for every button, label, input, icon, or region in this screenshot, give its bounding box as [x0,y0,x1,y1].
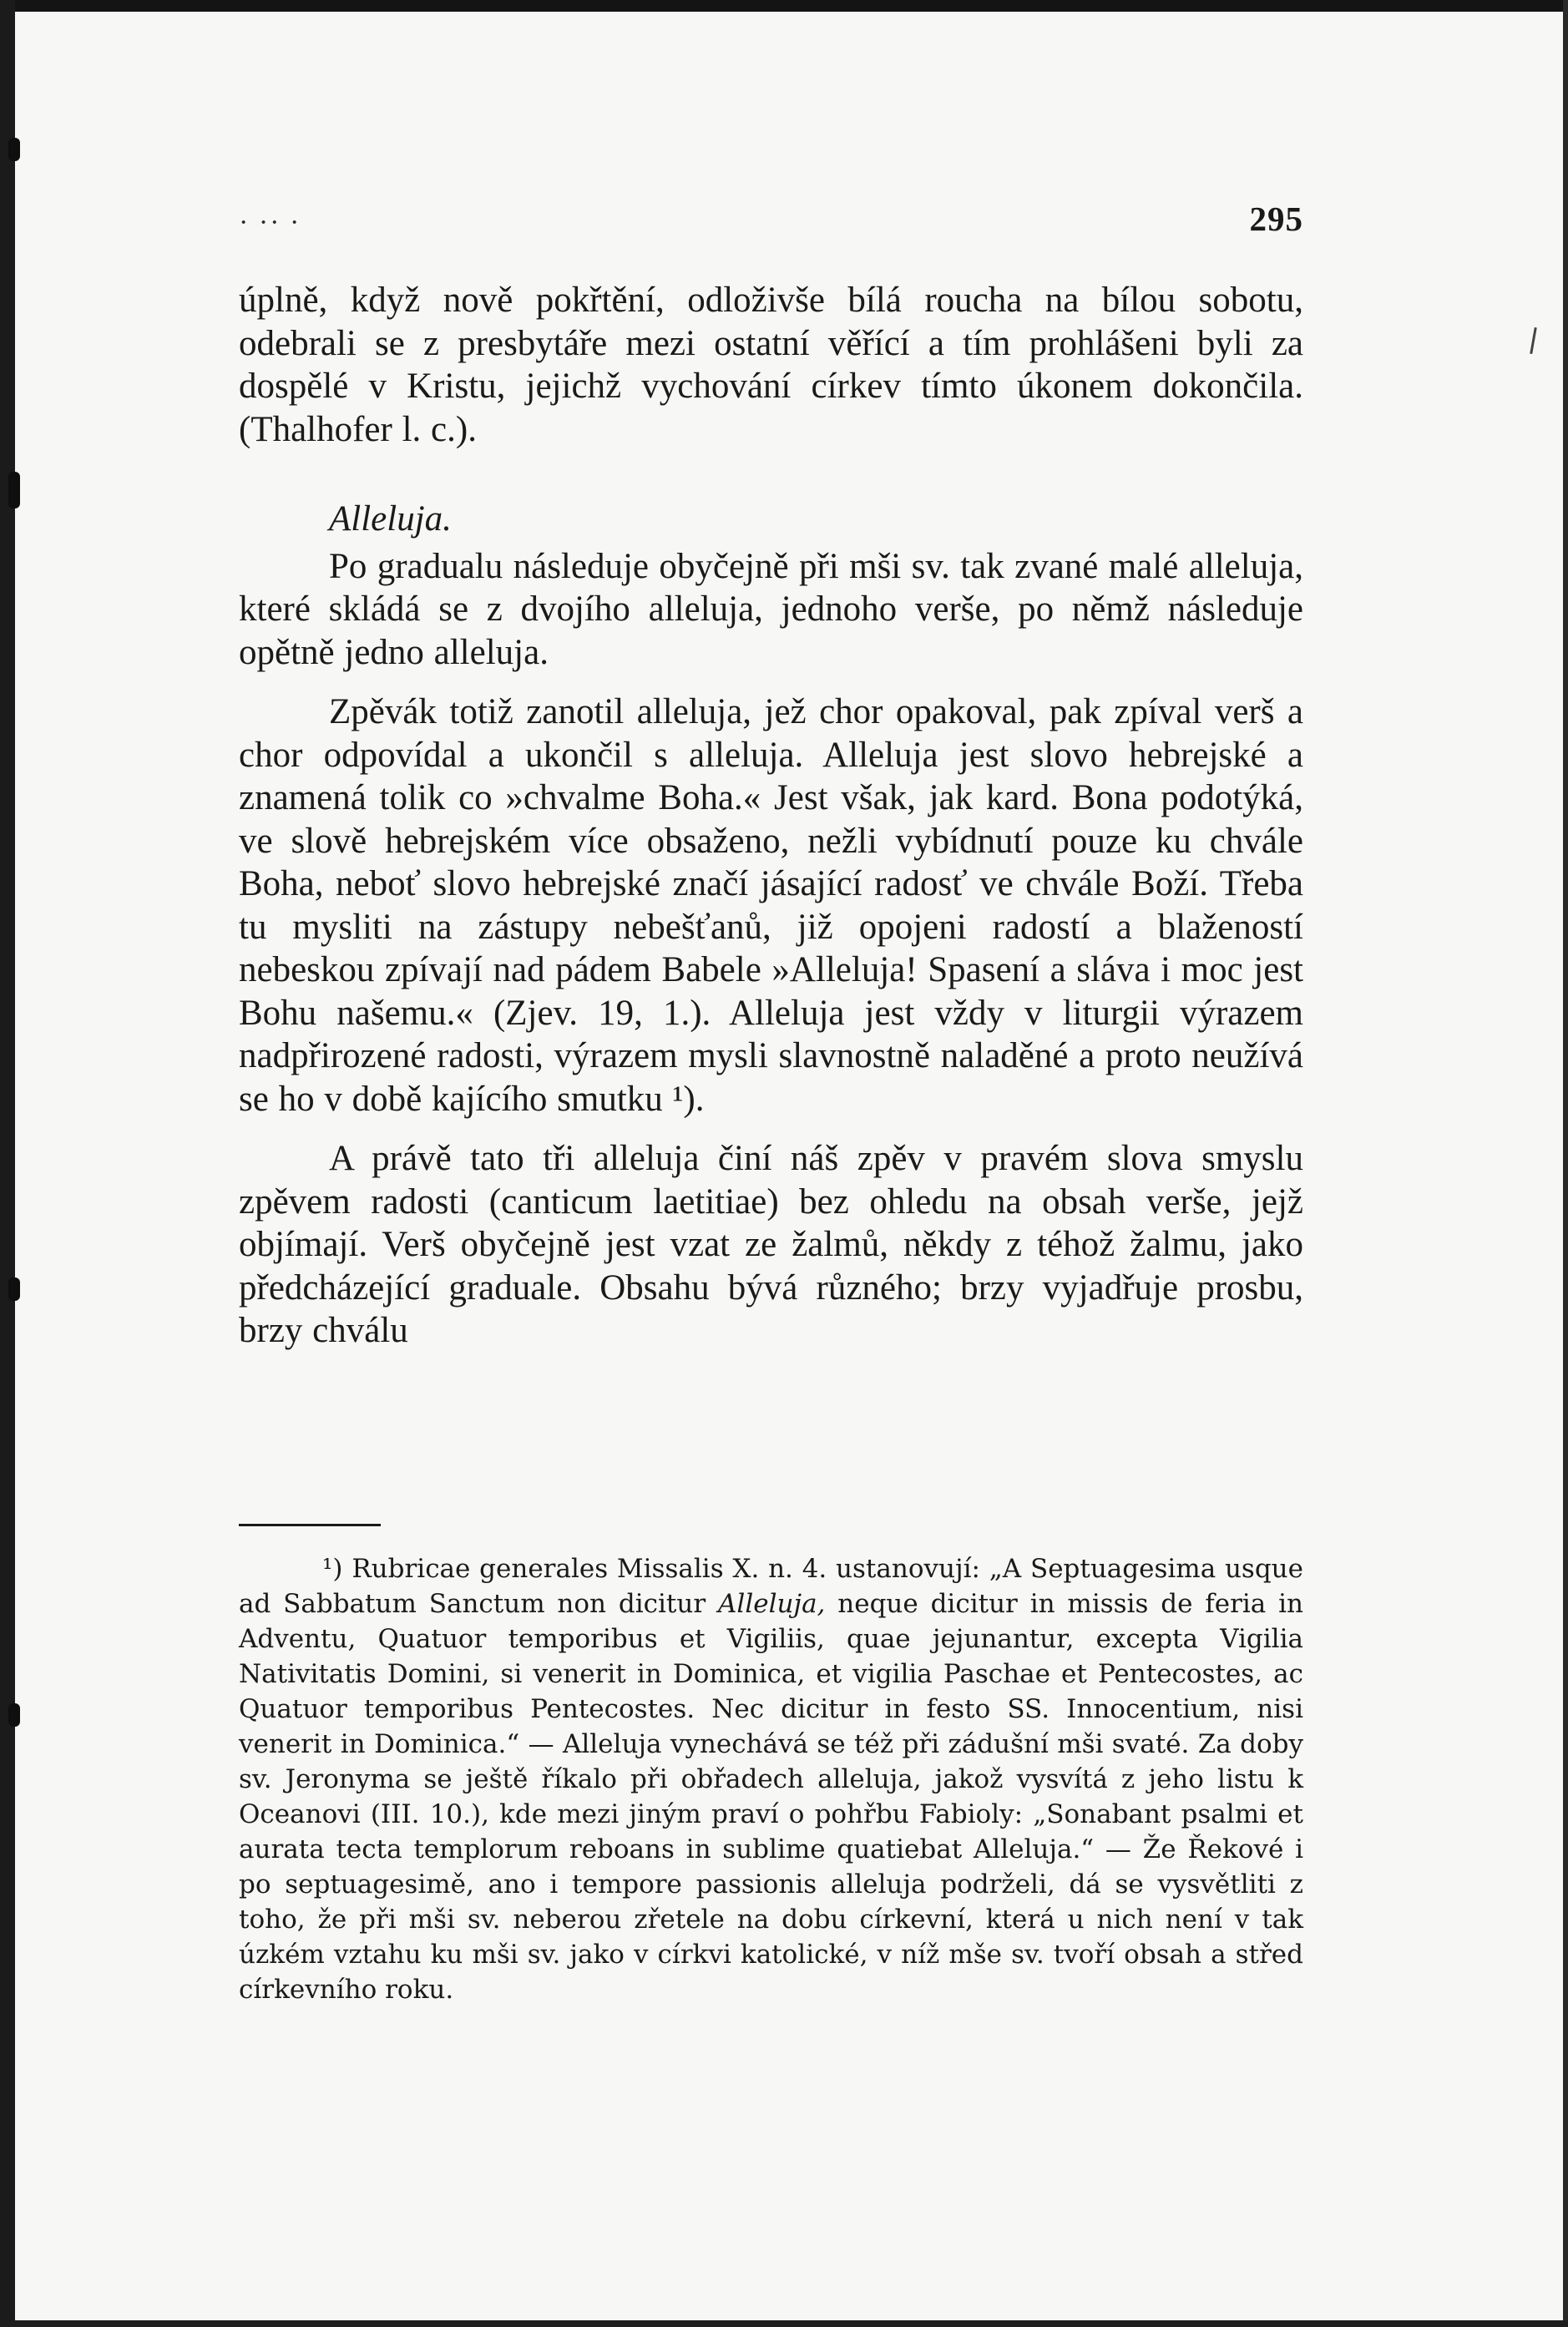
footnote-marker: ¹) [322,1554,343,1584]
scan-edge-right [1563,0,1568,2327]
binding-mark [8,138,20,161]
footnote [239,1551,1303,2007]
scan-edge-left [0,0,15,2327]
section-title: Alleluja. [329,499,452,539]
scan-edge-top [0,0,1568,12]
footnote-text: Rubricae generales Missalis X. n. 4. ustanovují: „A Septuagesima usque ad Sabbatum Sanctum non dicitur [239,1554,1303,1619]
scan-edge-bottom [0,2320,1568,2327]
book-page [239,192,1303,2246]
paragraph: úplně, když nově pokřtění, odloživše bílá roucha na bílou sobotu, odebrali se z presbytáře mezi ostatní věřící a tím prohlášeni byli za dospělé v Kristu, jejichž vychování církev tímto úkonem dokončila. (Thalhofer l. c.). [239,281,1303,449]
binding-mark [8,1277,20,1301]
paragraph: A právě tato tři alleluja činí náš zpěv v pravém slova smyslu zpěvem radosti (canticum laetitiae) bez ohledu na obsah verše, jejž objímají. Verš obyčejně jest vzat ze žalmů, někdy z téhož žalmu, jako předcházející graduale. Obsahu bývá různého; brzy vyjadřuje prosbu, brzy chválu [239,1139,1303,1350]
binding-mark [8,1703,20,1727]
footnote-separator [239,1524,381,1526]
paragraph: Zpěvák totiž zanotil alleluja, jež chor opakoval, pak zpíval verš a chor odpovídal a ukončil s alleluja. Alleluja jest slovo hebrejské a znamená tolik co »chvalme Boha.« Jest však, jak kard. Bona podotýká, ve slově hebrejském více obsaženo, nežli vybídnutí pouze ku chvále Boha, neboť slovo hebrejské značí jásající radosť ve chvále Boží. Třeba tu mysliti na zástupy nebešťanů, již opojeni radostí a blažeností nebeskou zpívají nad pádem Babele »Alleluja! Spasení a sláva i moc jest Bohu našemu.« (Zjev. 19, 1.). Alleluja jest vždy v liturgii výrazem nadpřirozené radosti, výrazem mysli slavnostně naladěné a proto neužívá se ho v době kajícího smutku ¹). [239,692,1303,1119]
footnote-text: neque dicitur in missis de feria in Adventu, Quatuor temporibus et Vigiliis, quae jejunantur, excepta Vigilia Nativitatis Domini, si venerit in Dominica, et vigilia Paschae et Pentecostes, ac Quatuor temporibus Pentecostes. Nec dicitur in festo SS. Innocentium, nisi venerit in Dominica.“ — Alleluja vynechává se též při zádušní mši svaté. Za doby sv. Jeronyma se ještě říkalo při obřadech alleluja, jakož vysvítá z jeho listu k Oceanovi (III. 10.), kde mezi jiným praví o pohřbu Fabioly: „Sonabant psalmi et aurata tecta templorum reboans in sublime quatiebat Alleluja.“ — Že Řekové i po septuagesimě, ano i tempore passionis alleluja podrželi, dá se vysvětliti z toho, že při mši sv. neberou zřetele na dobu církevní, která u nich není v tak úzkém vztahu ku mši sv. jako v církvi katolické, v níž mše sv. tvoří obsah a střed církevního roku. [239,1589,1304,2005]
main-text [239,279,1303,1353]
footnote-italic-word: Alleluja, [718,1589,826,1619]
paragraph: Po gradualu následuje obyčejně při mši sv. tak zvané malé alleluja, které skládá se z dvojího alleluja, jednoho verše, po němž následuje opětně jedno alleluja. [239,546,1303,672]
binding-mark [8,472,20,508]
page-number: 295 [1249,200,1303,238]
header-ornament: · ·· · [239,207,301,238]
